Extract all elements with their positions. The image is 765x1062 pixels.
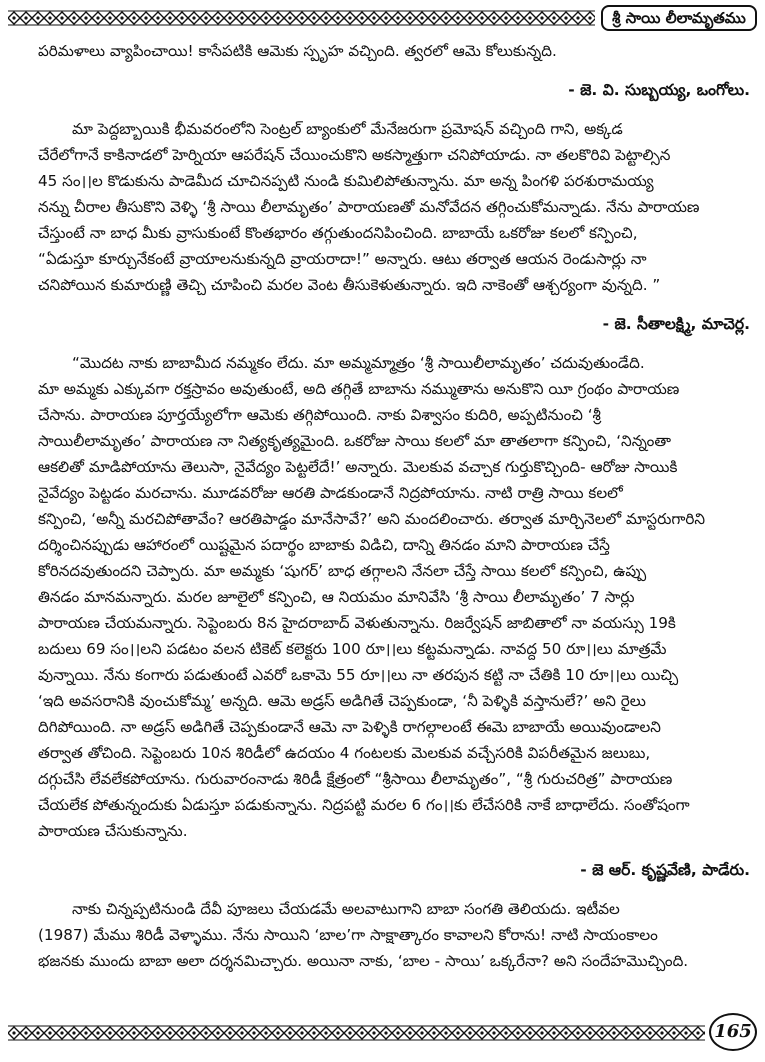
page-number bbox=[709, 1013, 757, 1051]
attribution: - జె. సీతాలక్ష్మి, మాచెర్ల. bbox=[602, 315, 750, 333]
text-line: ‘ఇది అవసరానికి వుంచుకోమ్మ’ అన్నది. ఆమె అడ్రస్ అడిగితే చెప్పకుండా, ‘నీ పెళ్ళికి వస్తానులే?’ అని రైలు bbox=[38, 692, 646, 710]
text-line: చనిపోయిన కుమారుణ్ణి తెచ్చి చూపించి మరల వెంట తీసుకెళుతున్నారు. ఇది నాకెంతో ఆశ్చర్యంగా వున్నది. ” bbox=[38, 276, 661, 294]
paragraph bbox=[38, 38, 750, 64]
text-line: బదులు 69 సం।।లని పడటం వలన టికెట్ కలెక్టరు 100 రూ।।లు కట్టమన్నాడు. నావద్ద 50 రూ।।లు మాత్రమే bbox=[38, 640, 667, 658]
attribution: - జె ఆర్. కృష్ణవేణి, పాడేరు. bbox=[580, 861, 750, 879]
text-line: దిగిపోయింది. నా అడ్రస్ అడిగితే చెప్పకుండానే ఆమె నా పెళ్ళికి రాగల్గాలంటే ఈమె బాబాయే అయివుండాలని bbox=[38, 718, 661, 736]
text-line: సాయిలీలామృతం’ పారాయణ నా నిత్యకృత్యమైంది. ఒకరోజు సాయి కలలో మా తాతలాగా కన్పించి, ‘నిన్నంతా bbox=[38, 432, 671, 450]
text-line: మా పెద్దబ్బాయికి భీమవరంలోని సెంట్రల్ బ్యాంకులో మేనేజరుగా ప్రమోషన్ వచ్చింది గాని, అక్కడ bbox=[72, 120, 623, 138]
top-ornament-band bbox=[8, 10, 595, 26]
text-line: కన్పించి, ‘అన్నీ మరచిపోతావేం? ఆరతిపాడ్డం మానేసావే?’ అని మందలించారు. తర్వాత మార్చినెలలో మాస్టరుగారిని bbox=[38, 510, 705, 528]
paragraph bbox=[38, 896, 750, 974]
text-line: చేయలేక పోతున్నందుకు ఏడుస్తూ పడుకున్నాను. నిద్రపట్టి మరల 6 గం।।కు లేచేసరికి నాకే బాధాలేదు. సంతోషంగా bbox=[38, 796, 690, 814]
text-line: (1987) మేము శిరిడీ వెళ్ళాము. నేను సాయిని ‘బాల’గా సాక్షాత్కారం కావాలని కోరాను! నాటి సాయంకాలం bbox=[38, 926, 658, 944]
text-line: పారాయణ చేయమన్నారు. సెప్టెంబరు 8న హైదరాబాద్ వెళుతున్నాను. రిజర్వేషన్ జాబితాలో నా వయస్సు 19కి bbox=[38, 614, 676, 632]
text-line: 45 సం।।ల కొడుకును పాడెమీద చూచినప్పటి నుండి కుమిలిపోతున్నాను. మా అన్న పింగళి పరశురామయ్య bbox=[38, 172, 654, 190]
text-line: దర్శించినప్పుడు ఆహారంలో యిష్టమైన పదార్థం బాబాకు విడిచి, దాన్ని తినడం మాని పారాయణ చేస్తే bbox=[38, 536, 610, 554]
text-line: చేరేలోగానే కాకినాడలో హెర్నియా ఆపరేషన్ చేయించుకొని అకస్మాత్తుగా చనిపోయాడు. నా తలకొరివి పెట్టాల్సిన bbox=[38, 146, 671, 164]
header-title: శ్రీ సాయి లీలామృతము bbox=[612, 9, 746, 27]
text-line: “ఏడుస్తూ కూర్చునేకంటే వ్రాయాలనుకున్నది వ్రాయరాదా!” అన్నారు. ఆటు తర్వాత ఆయన రెండుసార్లు నా bbox=[38, 250, 647, 268]
text-line: తర్వాత తోచింది. సెప్టెంబరు 10న శిరిడీలో ఉదయం 4 గంటలకు మెలకువ వచ్చేసరికి విపరీతమైన జలుబు, bbox=[38, 744, 651, 762]
text-line: “మొదట నాకు బాబామీద నమ్మకం లేదు. మా అమ్మమ్మాత్రం ‘శ్రీ సాయిలీలామృతం’ చదువుతుండేది. bbox=[72, 354, 645, 372]
text-line: ఆకలితో మాడిపోయాను తెలుసా, నైవేద్యం పెట్టలేదే!’ అన్నారు. మెలకువ వచ్చాక గుర్తుకొచ్చింది- ఆరోజు సాయికి bbox=[38, 458, 678, 476]
page-body bbox=[38, 38, 750, 974]
text-line: భజనకు ముందు బాబా అలా దర్శనమిచ్చారు. అయినా నాకు, ‘బాల - సాయి’ ఒక్కరేనా? అని సందేహమొచ్చింది. bbox=[38, 952, 689, 970]
text-line: తినడం మానమన్నారు. మరల జూలైలో కన్పించి, ఆ నియమం మానివేసి ‘శ్రీ సాయి లీలామృతం’ 7 సార్లు bbox=[38, 588, 635, 606]
text-line: నాకు చిన్నప్పటినుండి దేవీ పూజలు చేయడమే అలవాటుగాని బాబా సంగతి తెలియదు. ఇటీవల bbox=[72, 900, 620, 918]
attribution: - జె. వి. సుబ్బయ్య, ఒంగోలు. bbox=[568, 81, 750, 99]
text-line: మా అమ్మకు ఎక్కువగా రక్తస్రావం అవుతుంటే, అది తగ్గితే బాబాను నమ్ముతాను అనుకొని యీ గ్రంథం పారాయణ bbox=[38, 380, 680, 398]
text-line: పరిమళాలు వ్యాపించాయి! కాసేపటికి ఆమెకు స్పృహ వచ్చింది. త్వరలో ఆమె కోలుకున్నది. bbox=[38, 42, 557, 60]
text-line: పారాయణ చేసుకున్నాను. bbox=[38, 822, 188, 840]
text-line: చేసాను. పారాయణ పూర్తయ్యేలోగా ఆమెకు తగ్గిపోయింది. నాకు విశ్వాసం కుదిరి, అప్పటినుంచి ‘శ్రీ bbox=[38, 406, 601, 424]
bottom-ornament-band bbox=[8, 1025, 705, 1041]
paragraph bbox=[38, 350, 750, 844]
text-line: నన్ను చీరాల తీసుకొని వెళ్ళి ‘శ్రీ సాయి లీలామృతం’ పారాయణతో మనోవేదన తగ్గించుకోమన్నాడు. నేను పారాయణ bbox=[38, 198, 700, 216]
text-line: నైవేద్యం పెట్టడం మరచాను. మూడవరోజు ఆరతి పాడకుండానే నిద్రపోయాను. నాటి రాత్రి సాయి కలలో bbox=[38, 484, 623, 502]
text-line: చేస్తుంటే నా బాధ మీకు వ్రాసుకుంటే కొంతభారం తగ్గుతుందనిపించింది. బాబాయే ఒకరోజు కలలో కన్పించి, bbox=[38, 224, 638, 242]
page-number-text: 165 bbox=[714, 1021, 752, 1042]
text-line: వున్నాయి. నేను కంగారు పడుతుంటే ఎవరో ఒకామె 55 రూ।।లు నా తరపున కట్టి నా చేతికి 10 రూ।।లు యిచ్చి bbox=[38, 666, 679, 684]
paragraph bbox=[38, 116, 750, 298]
ornament-pattern bbox=[8, 10, 595, 26]
text-line: దగ్గుచేసి లేవలేకపోయాను. గురువారంనాడు శిరిడీ క్షేత్రంలో “శ్రీసాయి లీలామృతం”, “శ్రీ గురుచరిత్ర” పారాయణ bbox=[38, 770, 673, 788]
running-header bbox=[601, 5, 757, 31]
text-line: కోరినదవుతుందని చెప్పారు. మా అమ్మకు ‘షుగర్’ బాధ తగ్గాలని నేనలా చేస్తే సాయి కలలో కన్పించి, ఉప్పు bbox=[38, 562, 647, 580]
ornament-pattern bbox=[8, 1025, 705, 1041]
